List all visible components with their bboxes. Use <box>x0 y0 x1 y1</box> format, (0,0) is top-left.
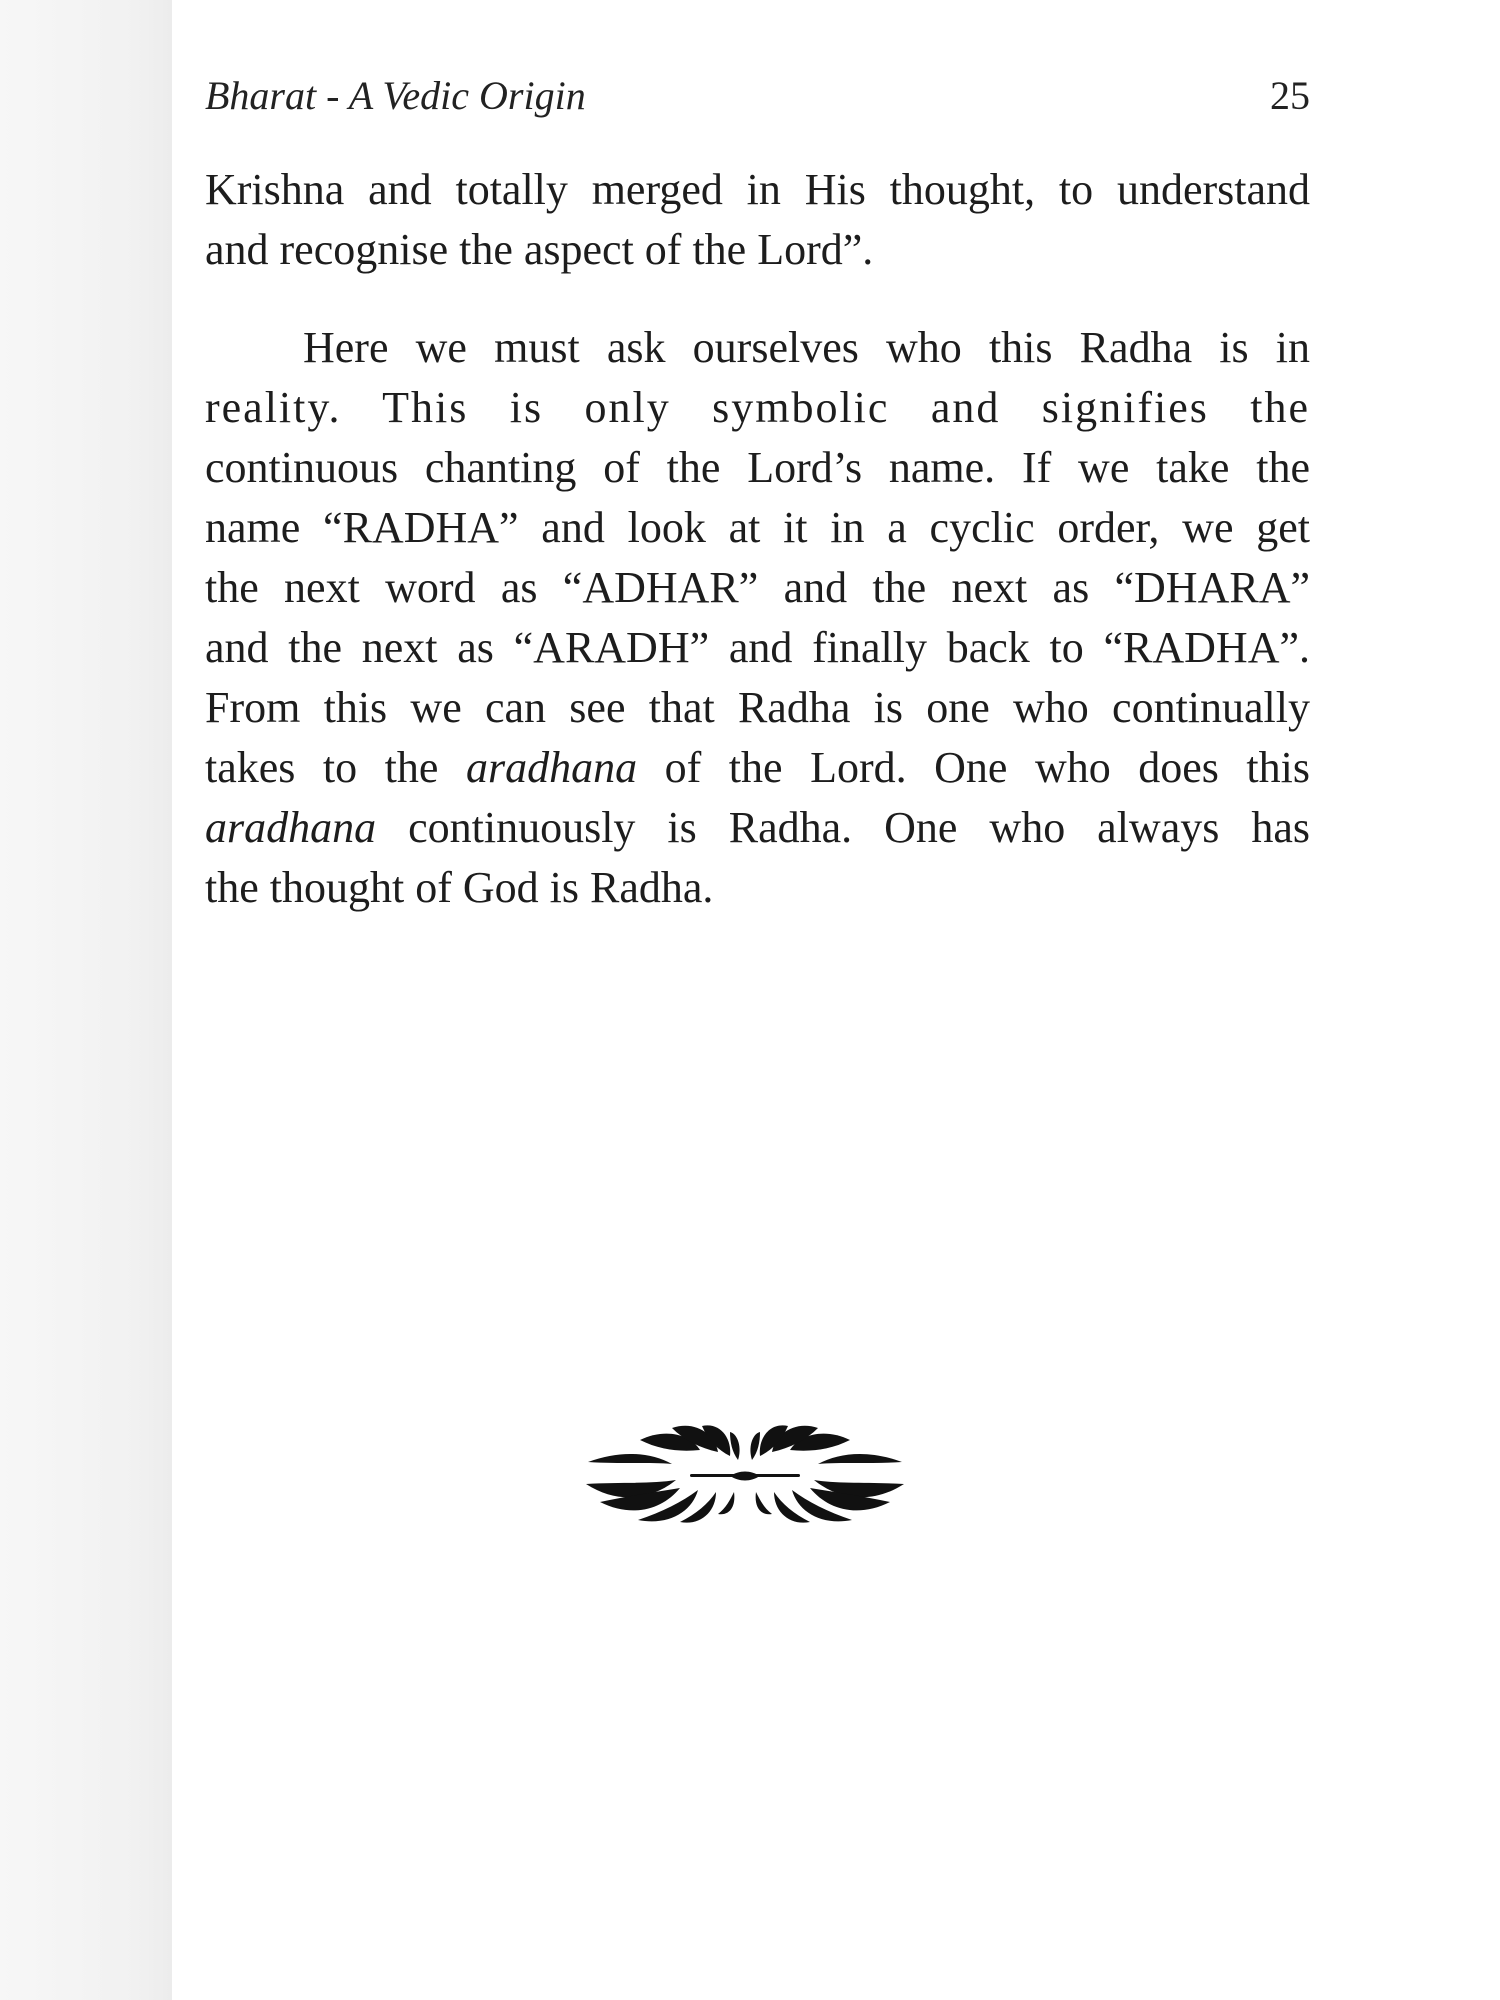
italic-term: aradhana <box>205 803 377 852</box>
text-line: Krishna and totally merged in His thought, to understand <box>205 165 1310 214</box>
italic-term: aradhana <box>465 743 638 792</box>
text-line: and the next as “ARADH” and finally back to “RADHA”. <box>205 623 1310 672</box>
text-segment: continuously is Radha. One who always has <box>408 803 1310 852</box>
text-segment: of the Lord. One who does this <box>664 743 1311 792</box>
paragraph-continuation <box>205 160 1310 280</box>
text-line: and recognise the aspect of the Lord”. <box>205 225 874 274</box>
page-number: 25 <box>1270 73 1310 118</box>
text-line: Here we must ask ourselves who this Radha is in <box>303 323 1310 372</box>
text-line: From this we can see that Radha is one who continually <box>205 683 1310 732</box>
binding-gutter <box>0 0 172 2000</box>
text-segment: takes to the <box>205 743 439 792</box>
text-line <box>205 798 1310 858</box>
paragraph-radha <box>205 318 1310 918</box>
text-line: continuous chanting of the Lord’s name. If we take the <box>205 443 1310 492</box>
paragraph-spacer <box>205 280 1310 318</box>
text-line: the thought of God is Radha. <box>205 863 714 912</box>
text-line: name “RADHA” and look at it in a cyclic order, we get <box>205 503 1310 552</box>
leaf-flourish-ornament-icon <box>580 1422 910 1532</box>
text-line <box>205 738 1310 798</box>
text-line: the next word as “ADHAR” and the next as “DHARA” <box>205 563 1310 612</box>
text-line: reality. This is only symbolic and signifies the <box>205 383 1310 432</box>
running-head-title: Bharat - A Vedic Origin <box>205 73 586 118</box>
body-text <box>205 160 1310 918</box>
